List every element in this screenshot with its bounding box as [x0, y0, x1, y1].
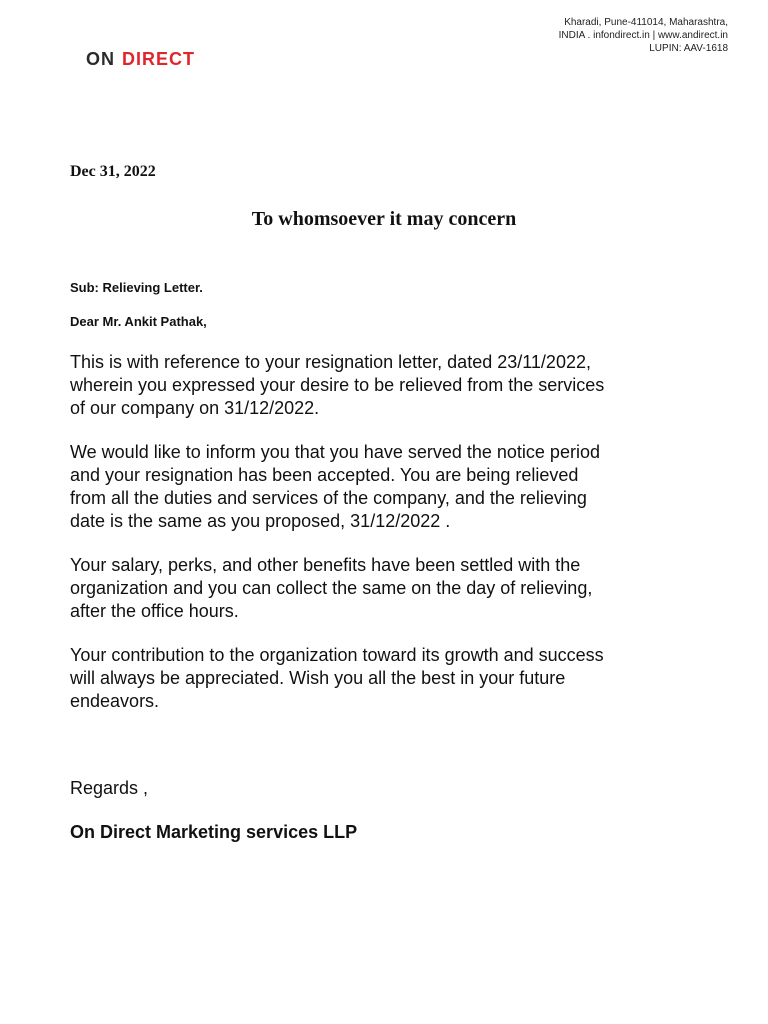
- letter-title: To whomsoever it may concern: [251, 208, 517, 230]
- letter-subject: Sub: Relieving Letter.: [70, 280, 203, 295]
- company-address: [408, 16, 728, 55]
- paragraph-line: date is the same as you proposed, 31/12/2022 .: [70, 511, 451, 531]
- address-line: INDIA . infondirect.in | www.andirect.in: [558, 30, 728, 41]
- paragraph-line: This is with reference to your resignation letter, dated 23/11/2022,: [70, 352, 591, 372]
- paragraph-line: wherein you expressed your desire to be relieved from the services: [70, 375, 605, 395]
- paragraph-line: endeavors.: [70, 691, 160, 711]
- paragraph-line: after the office hours.: [70, 601, 239, 621]
- letter-closing: Regards ,: [70, 778, 149, 798]
- paragraph-contribution: [70, 644, 730, 713]
- paragraph-salary: [70, 554, 730, 623]
- paragraph-notice: [70, 441, 730, 533]
- letter-signatory: On Direct Marketing services LLP: [70, 822, 358, 842]
- paragraph-line: Your salary, perks, and other benefits have been settled with the: [70, 555, 581, 575]
- letter-date: Dec 31, 2022: [70, 163, 156, 180]
- paragraph-line: of our company on 31/12/2022.: [70, 398, 320, 418]
- letter-salutation: Dear Mr. Ankit Pathak,: [70, 314, 207, 329]
- address-line: LUPIN: AAV-1618: [649, 43, 728, 54]
- ondirect-logo: [86, 49, 246, 69]
- paragraph-line: organization and you can collect the same on the day of relieving,: [70, 578, 593, 598]
- paragraph-line: Your contribution to the organization toward its growth and success: [70, 645, 604, 665]
- address-line: Kharadi, Pune-411014, Maharashtra,: [564, 17, 728, 28]
- paragraph-line: We would like to inform you that you have served the notice period: [70, 442, 600, 462]
- paragraph-line: and your resignation has been accepted. You are being relieved: [70, 465, 579, 485]
- paragraph-reference: [70, 351, 730, 420]
- paragraph-line: will always be appreciated. Wish you all the best in your future: [70, 668, 566, 688]
- logo-on-text: ON: [86, 49, 115, 69]
- paragraph-line: from all the duties and services of the company, and the relieving: [70, 488, 587, 508]
- logo-direct-text: DIRECT: [122, 49, 195, 69]
